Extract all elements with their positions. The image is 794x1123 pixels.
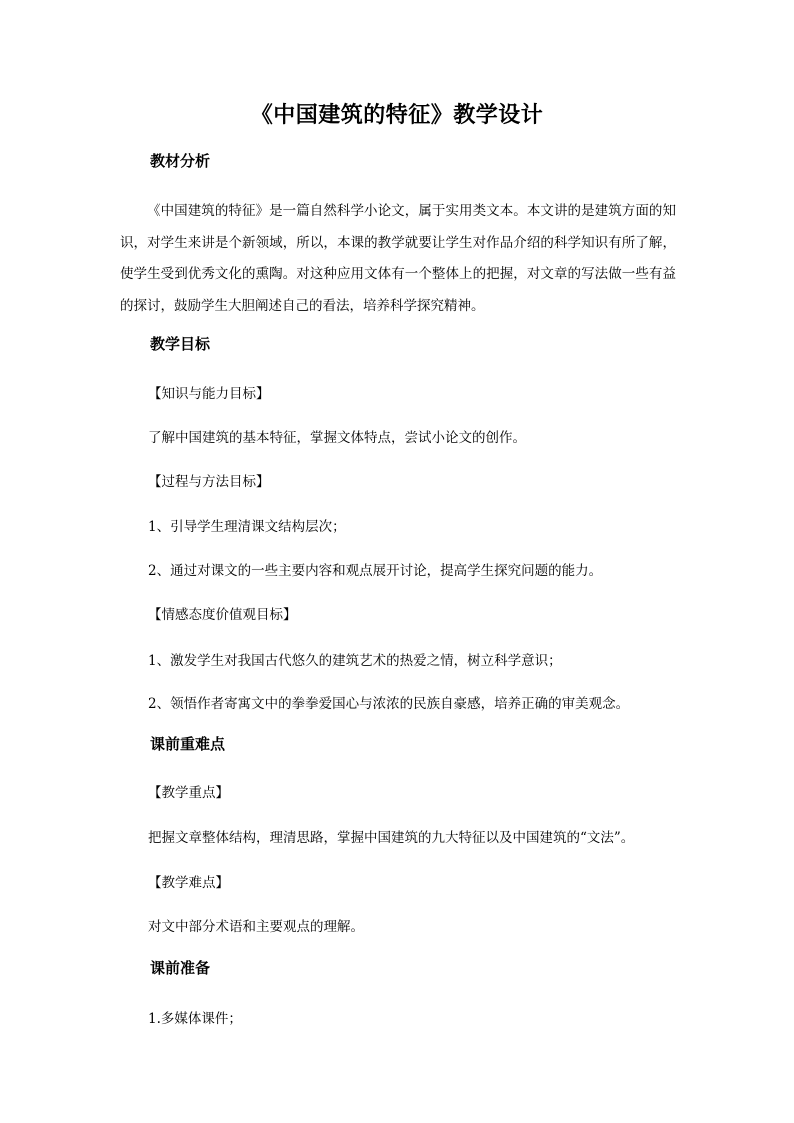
label-process-goals: 【过程与方法目标】	[148, 474, 270, 490]
label-teaching-difficulty: 【教学难点】	[148, 875, 229, 891]
document-title: 《中国建筑的特征》教学设计	[250, 102, 544, 128]
heading-analysis: 教材分析	[150, 152, 211, 170]
teaching-difficulty-text: 对文中部分术语和主要观点的理解。	[148, 919, 364, 935]
emotion-goal-item: 1、激发学生对我国古代悠久的建筑艺术的热爱之情，树立科学意识；	[148, 653, 562, 669]
process-goal-item: 1、引导学生理清课文结构层次；	[148, 519, 346, 535]
teaching-focus-text: 把握文章整体结构，理清思路，掌握中国建筑的九大特征以及中国建筑的“文法”。	[148, 830, 635, 846]
heading-preparation: 课前准备	[150, 959, 211, 977]
knowledge-goals-text: 了解中国建筑的基本特征，掌握文体特点，尝试小论文的创作。	[148, 430, 526, 446]
preparation-item: 1.多媒体课件；	[148, 1011, 242, 1027]
label-knowledge-goals: 【知识与能力目标】	[148, 386, 270, 402]
emotion-goal-item: 2、领悟作者寄寓文中的拳拳爱国心与浓浓的民族自豪感，培养正确的审美观念。	[148, 696, 630, 712]
label-teaching-focus: 【教学重点】	[148, 785, 229, 801]
label-emotion-goals: 【情感态度价值观目标】	[148, 607, 297, 623]
heading-goals: 教学目标	[150, 335, 211, 353]
heading-keypoints: 课前重难点	[150, 735, 226, 753]
analysis-paragraph: 《中国建筑的特征》是一篇自然科学小论文，属于实用类文本。本文讲的是建筑方面的知识，对学生来讲是个新领域，所以，本课的教学就要让学生对作品介绍的科学知识有所了解，使学生受到优秀文化的熏陶。对这种应用文体有一个整体上的把握，对文章的写法做一些有益的探讨，鼓励学生大胆阐述自己的看法，培养科学探究精神。	[120, 203, 676, 314]
process-goal-item: 2、通过对课文的一些主要内容和观点展开讨论，提高学生探究问题的能力。	[148, 563, 603, 579]
